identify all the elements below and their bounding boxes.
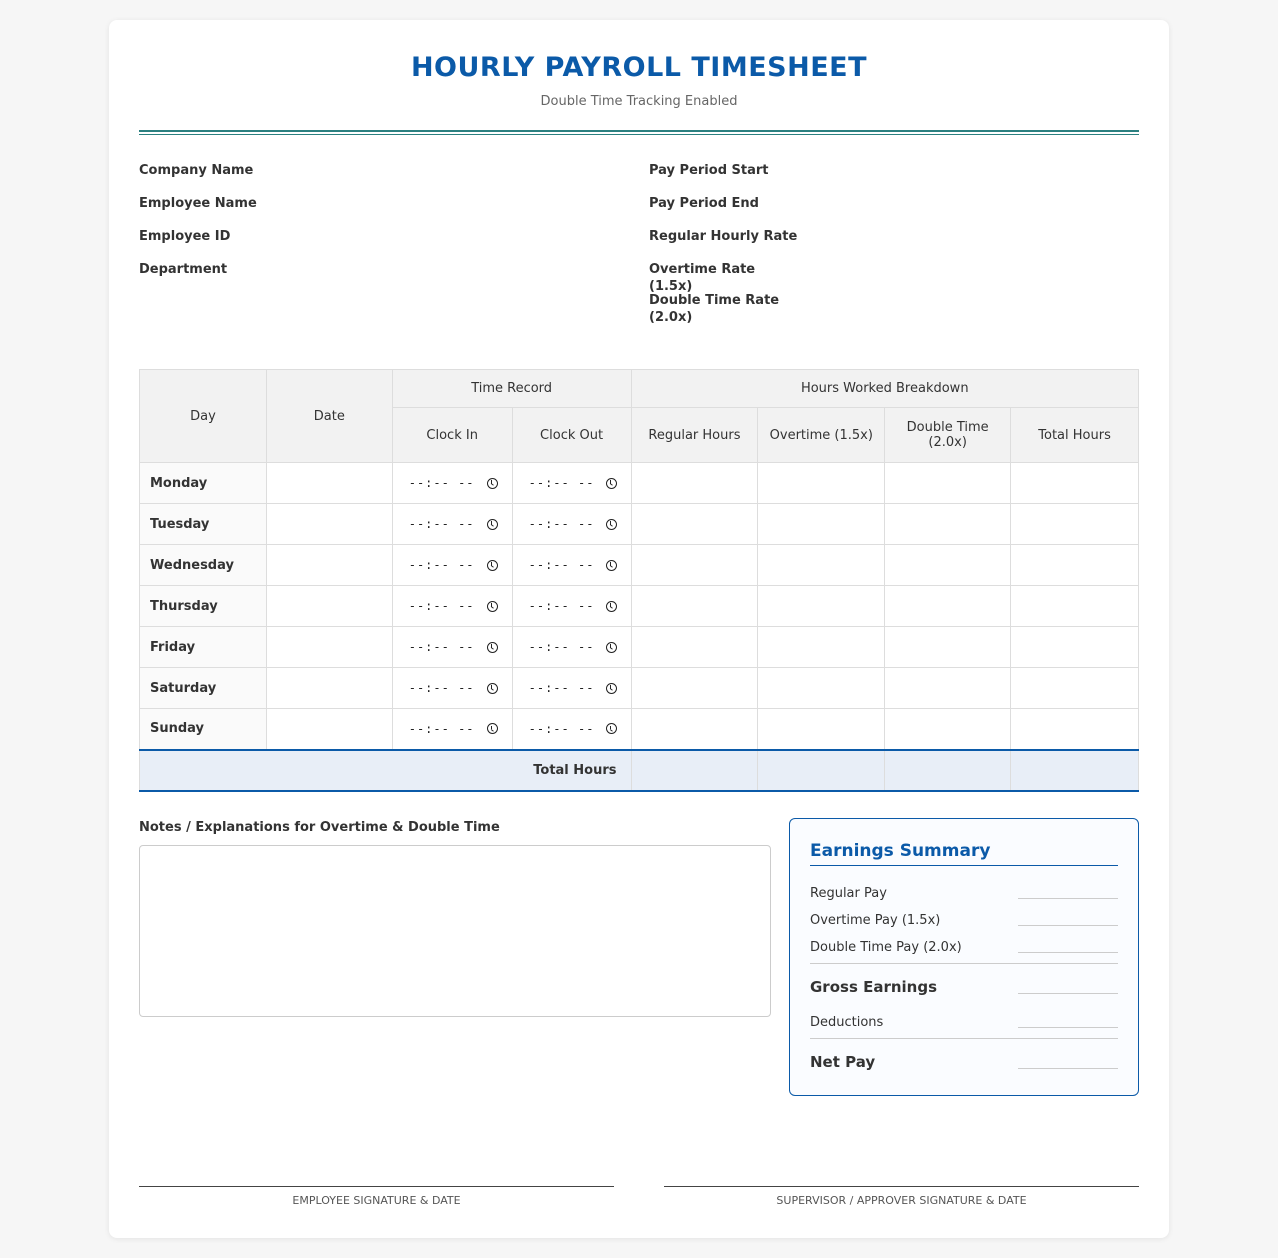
double-time-cell[interactable] [885, 504, 1011, 545]
employee-info [139, 162, 257, 294]
deductions-row [810, 996, 1118, 1030]
clock-in-input[interactable] [392, 586, 512, 627]
gross-earnings-label: Gross Earnings [810, 978, 938, 996]
gross-earnings-field[interactable] [1018, 993, 1118, 994]
double-time-pay-label: Double Time Pay (2.0x) [810, 940, 962, 955]
time-placeholder: --:-- -- [528, 640, 595, 654]
table-row [140, 545, 1139, 586]
regular-hours-cell[interactable] [631, 545, 758, 586]
overtime-cell[interactable] [758, 463, 885, 504]
date-cell[interactable] [266, 463, 392, 504]
clock-out-input[interactable] [512, 627, 631, 668]
total-overtime-cell [758, 750, 885, 791]
regular-pay-field[interactable] [1018, 898, 1118, 899]
total-total-cell [1011, 750, 1139, 791]
clock-in-input[interactable] [392, 545, 512, 586]
day-cell: Saturday [140, 668, 267, 709]
time-placeholder: --:-- -- [408, 517, 475, 531]
double-time-cell[interactable] [885, 463, 1011, 504]
net-pay-field[interactable] [1018, 1068, 1118, 1069]
clock-icon[interactable] [487, 723, 498, 734]
timesheet-sheet [109, 20, 1169, 1238]
gross-earnings-row [810, 964, 1118, 996]
employee-id-label: Employee ID [139, 229, 231, 244]
day-cell: Tuesday [140, 504, 267, 545]
clock-icon[interactable] [487, 642, 498, 653]
time-placeholder: --:-- -- [528, 681, 595, 695]
time-placeholder: --:-- -- [528, 599, 595, 613]
time-placeholder: --:-- -- [528, 558, 595, 572]
double-time-rate-label: Double Time Rate (2.0x) [649, 293, 780, 325]
overtime-pay-row [810, 901, 1118, 928]
double-time-pay-row [810, 928, 1118, 955]
net-pay-label: Net Pay [810, 1053, 876, 1071]
total-regular-cell [631, 750, 758, 791]
day-cell: Friday [140, 627, 267, 668]
time-placeholder: --:-- -- [528, 517, 595, 531]
double-time-cell[interactable] [885, 586, 1011, 627]
clock-out-input[interactable] [512, 463, 631, 504]
time-placeholder: --:-- -- [408, 476, 475, 490]
date-cell[interactable] [266, 627, 392, 668]
table-row [140, 709, 1139, 750]
regular-pay-label: Regular Pay [810, 886, 887, 901]
double-time-pay-field[interactable] [1018, 952, 1118, 953]
clock-icon[interactable] [606, 642, 617, 653]
overtime-rate-label: Overtime Rate (1.5x) [649, 262, 756, 294]
pay-period-start-label: Pay Period Start [649, 163, 769, 178]
total-hours-cell[interactable] [1011, 627, 1139, 668]
regular-pay-row [810, 874, 1118, 901]
clock-out-input[interactable] [512, 586, 631, 627]
clock-in-input[interactable] [392, 504, 512, 545]
regular-hours-cell[interactable] [631, 463, 758, 504]
col-date: Date [266, 370, 392, 463]
overtime-cell[interactable] [758, 668, 885, 709]
col-total-hours: Total Hours [1011, 408, 1139, 463]
regular-rate-label: Regular Hourly Rate [649, 229, 798, 244]
regular-hours-cell[interactable] [631, 627, 758, 668]
regular-hours-cell[interactable] [631, 668, 758, 709]
clock-out-input[interactable] [512, 709, 631, 750]
page-title: HOURLY PAYROLL TIMESHEET [410, 52, 868, 83]
notes-label: Notes / Explanations for Overtime & Double Time [139, 820, 500, 835]
clock-in-input[interactable] [392, 709, 512, 750]
total-row [140, 750, 1139, 791]
regular-hours-cell[interactable] [631, 504, 758, 545]
net-pay-row [810, 1039, 1118, 1071]
clock-icon[interactable] [606, 683, 617, 694]
time-placeholder: --:-- -- [408, 558, 475, 572]
col-clock-in: Clock In [392, 408, 512, 463]
timesheet-table [139, 369, 1139, 792]
table-row [140, 504, 1139, 545]
total-double-cell [885, 750, 1011, 791]
date-cell[interactable] [266, 709, 392, 750]
col-clock-out: Clock Out [512, 408, 631, 463]
total-hours-cell[interactable] [1011, 504, 1139, 545]
deductions-field[interactable] [1018, 1027, 1118, 1028]
clock-icon[interactable] [606, 560, 617, 571]
date-cell[interactable] [266, 545, 392, 586]
clock-icon[interactable] [487, 601, 498, 612]
clock-in-input[interactable] [392, 627, 512, 668]
total-hours-cell[interactable] [1011, 463, 1139, 504]
day-cell: Wednesday [140, 545, 267, 586]
day-cell: Sunday [140, 709, 267, 750]
clock-out-input[interactable] [512, 668, 631, 709]
total-hours-cell[interactable] [1011, 668, 1139, 709]
earnings-title: Earnings Summary [810, 841, 1118, 866]
overtime-pay-field[interactable] [1018, 925, 1118, 926]
employee-name-label: Employee Name [139, 196, 257, 211]
clock-in-input[interactable] [392, 668, 512, 709]
overtime-pay-label: Overtime Pay (1.5x) [810, 913, 941, 928]
col-double-time: Double Time (2.0x) [885, 408, 1011, 463]
regular-hours-cell[interactable] [631, 709, 758, 750]
pay-period-end-label: Pay Period End [649, 196, 759, 211]
day-cell: Thursday [140, 586, 267, 627]
clock-icon[interactable] [487, 683, 498, 694]
col-regular-hours: Regular Hours [631, 408, 758, 463]
overtime-cell[interactable] [758, 627, 885, 668]
notes-textarea[interactable] [139, 845, 771, 1017]
date-cell[interactable] [266, 586, 392, 627]
regular-hours-cell[interactable] [631, 586, 758, 627]
time-placeholder: --:-- -- [528, 476, 595, 490]
clock-icon[interactable] [487, 560, 498, 571]
earnings-summary [789, 818, 1139, 1096]
time-placeholder: --:-- -- [408, 599, 475, 613]
group-time-record: Time Record [392, 370, 631, 408]
time-placeholder: --:-- -- [408, 681, 475, 695]
clock-icon[interactable] [606, 601, 617, 612]
employee-signature-line[interactable]: EMPLOYEE SIGNATURE & DATE [139, 1186, 614, 1207]
date-cell[interactable] [266, 504, 392, 545]
day-cell: Monday [140, 463, 267, 504]
clock-icon[interactable] [487, 519, 498, 530]
table-row [140, 463, 1139, 504]
time-placeholder: --:-- -- [528, 721, 595, 736]
department-label: Department [139, 262, 228, 277]
clock-icon[interactable] [487, 478, 498, 489]
total-hours-cell[interactable] [1011, 545, 1139, 586]
header-divider [139, 130, 1139, 135]
total-hours-cell[interactable] [1011, 586, 1139, 627]
date-cell[interactable] [266, 668, 392, 709]
overtime-cell[interactable] [758, 504, 885, 545]
table-row [140, 586, 1139, 627]
clock-in-input[interactable] [392, 463, 512, 504]
pay-info [649, 162, 799, 332]
table-row [140, 627, 1139, 668]
double-time-cell[interactable] [885, 545, 1011, 586]
total-hours-cell[interactable] [1011, 709, 1139, 750]
col-overtime: Overtime (1.5x) [758, 408, 885, 463]
page-subtitle: Double Time Tracking Enabled [540, 94, 738, 109]
supervisor-signature-line[interactable]: SUPERVISOR / APPROVER SIGNATURE & DATE [664, 1186, 1139, 1207]
clock-icon[interactable] [606, 478, 617, 489]
overtime-cell[interactable] [758, 545, 885, 586]
table-row [140, 668, 1139, 709]
deductions-label: Deductions [810, 1015, 884, 1030]
group-hours-breakdown: Hours Worked Breakdown [631, 370, 1138, 408]
time-placeholder: --:-- -- [408, 640, 475, 654]
double-time-cell[interactable] [885, 627, 1011, 668]
col-day: Day [140, 370, 267, 463]
double-time-cell[interactable] [885, 668, 1011, 709]
overtime-cell[interactable] [758, 586, 885, 627]
double-time-cell[interactable] [885, 709, 1011, 750]
time-placeholder: --:-- -- [408, 721, 475, 736]
total-hours-label: Total Hours [140, 750, 632, 791]
clock-out-input[interactable] [512, 504, 631, 545]
clock-out-input[interactable] [512, 545, 631, 586]
overtime-cell[interactable] [758, 709, 885, 750]
clock-icon[interactable] [606, 723, 617, 734]
company-name-label: Company Name [139, 163, 254, 178]
clock-icon[interactable] [606, 519, 617, 530]
